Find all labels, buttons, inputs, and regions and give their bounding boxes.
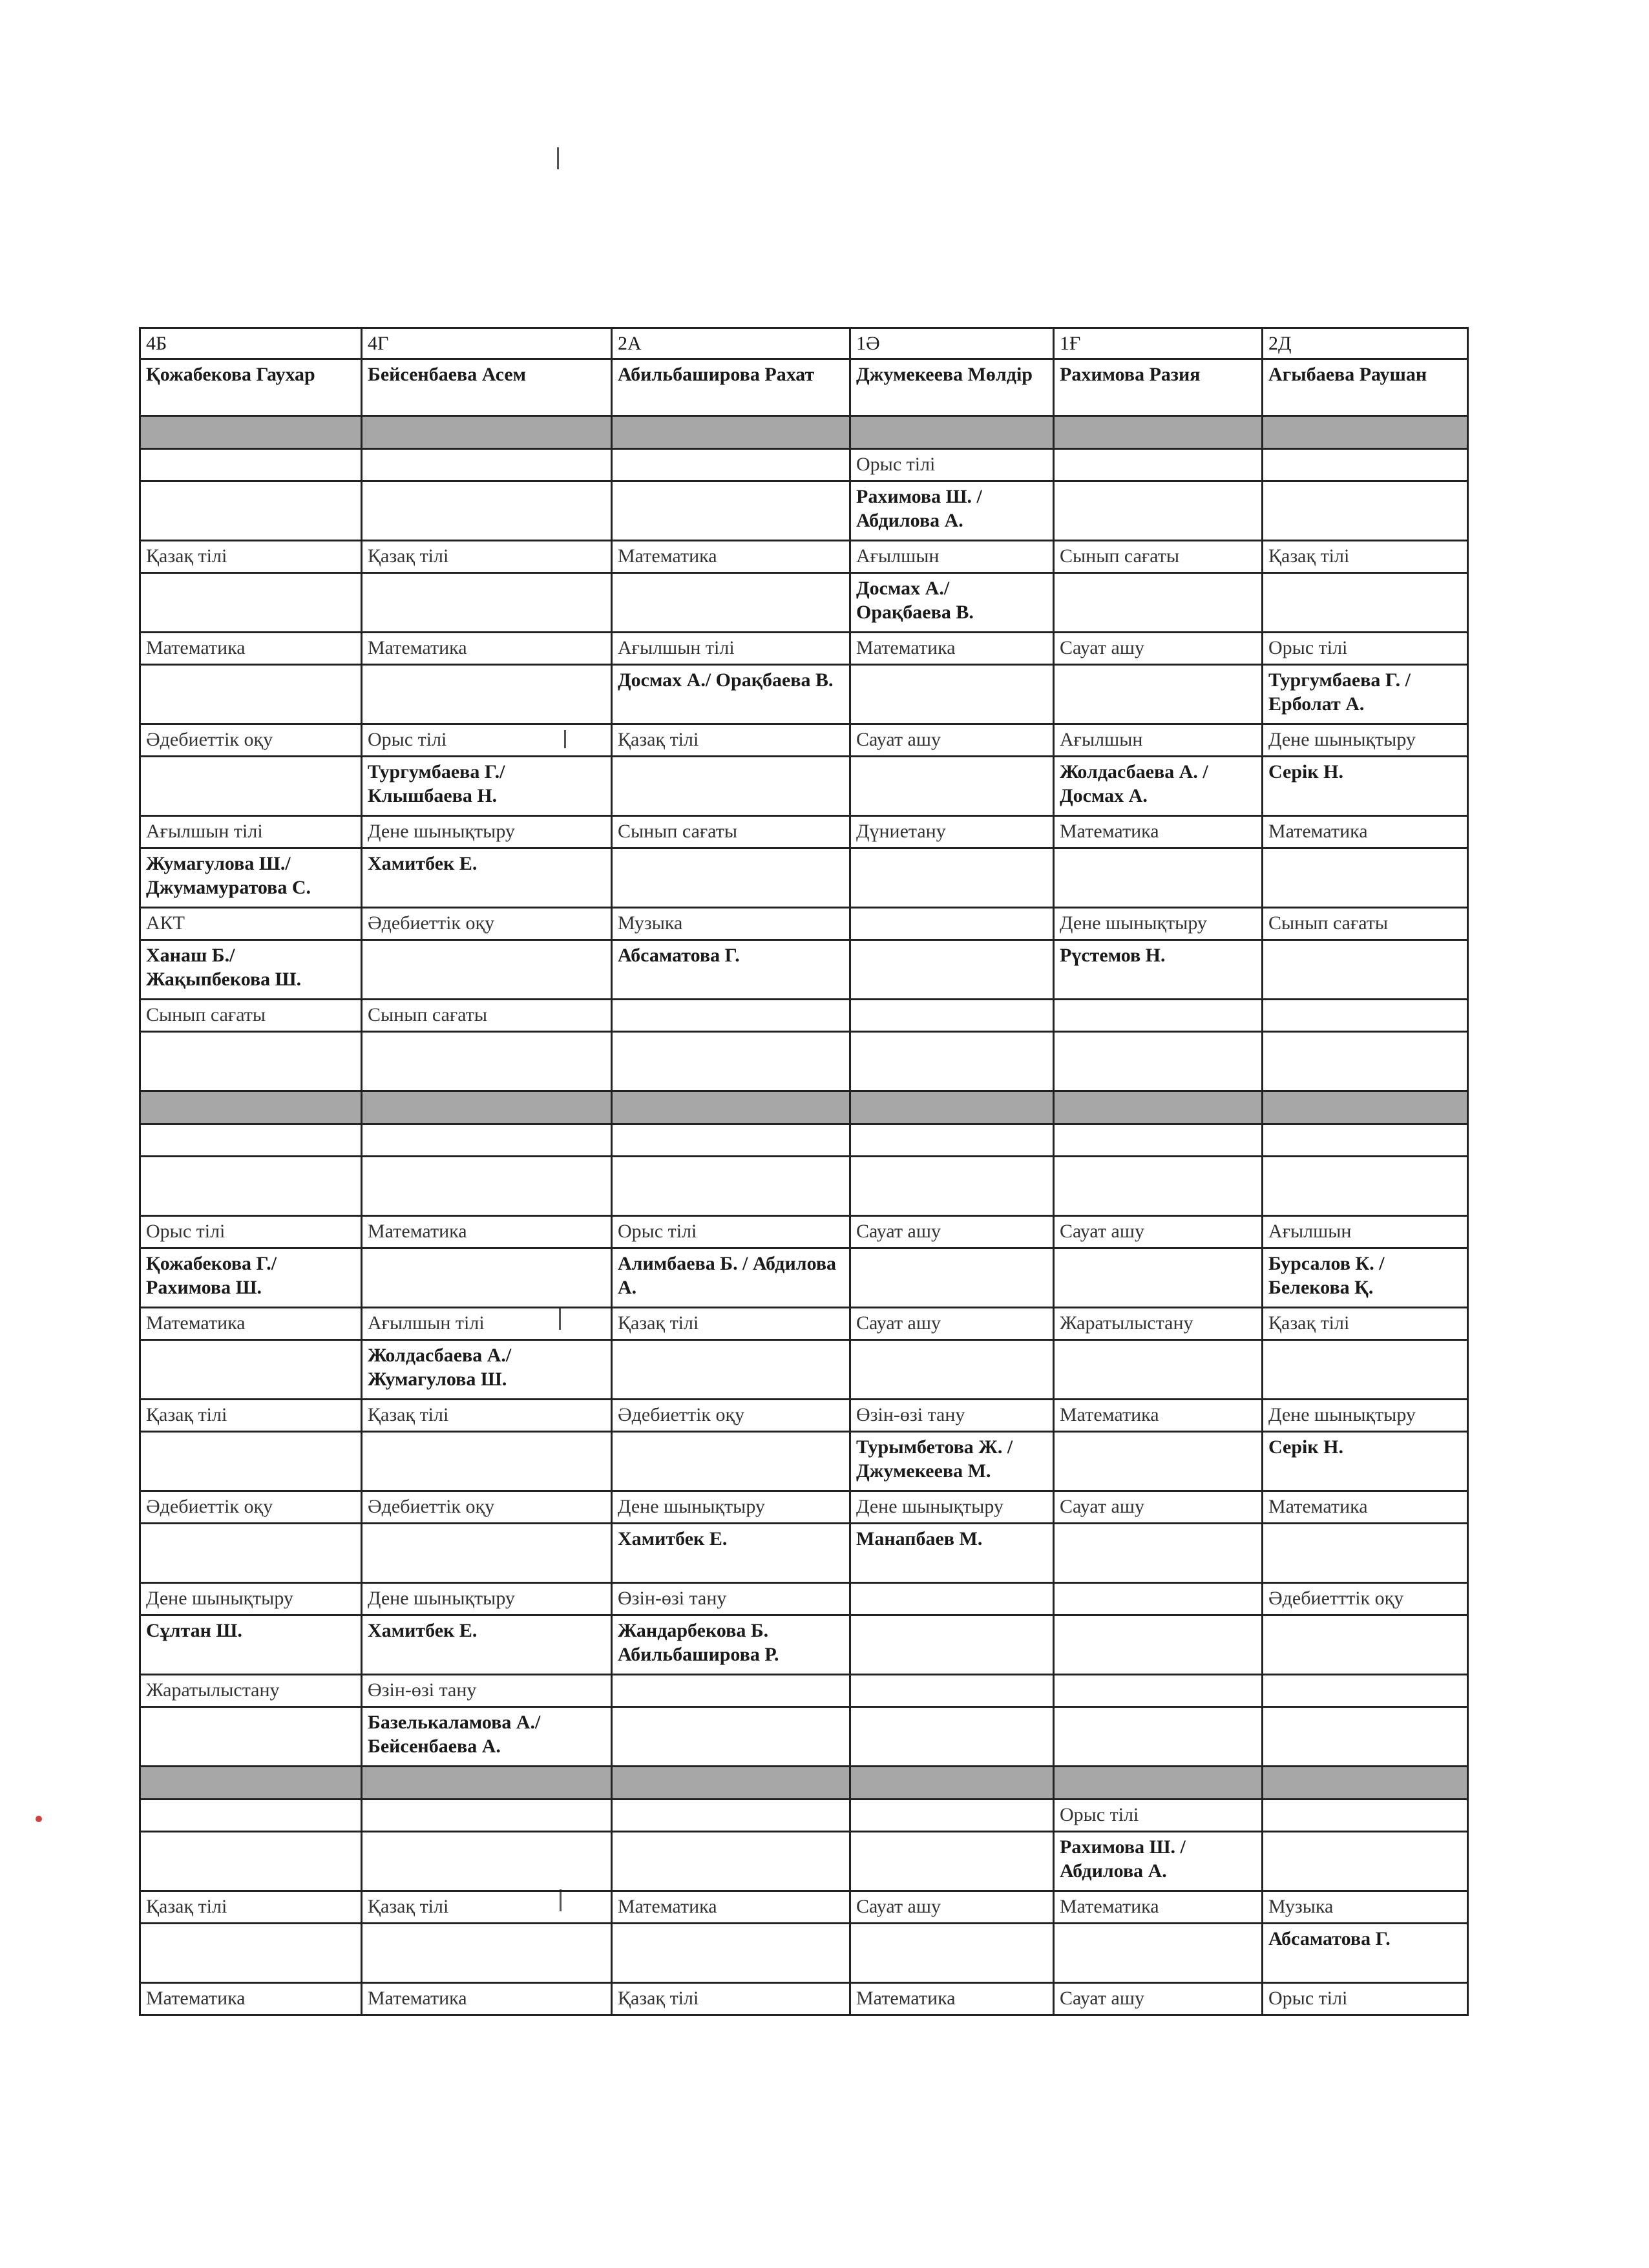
teacher-cell: Алимбаева Б. / Абдилова А. xyxy=(612,1248,850,1308)
class-code-4b: 4Б xyxy=(140,328,362,359)
subject-cell: Орыс тілі xyxy=(362,724,612,757)
class-code-row xyxy=(140,328,1468,359)
teacher-cell xyxy=(1054,1432,1263,1491)
teacher-cell xyxy=(850,940,1054,1000)
teacher-cell xyxy=(362,1432,612,1491)
teacher-cell: Серік Н. xyxy=(1263,1432,1468,1491)
subject-cell: Қазақ тілі xyxy=(362,541,612,573)
subject-cell: Математика xyxy=(362,633,612,665)
subject-cell: Орыс тілі xyxy=(850,449,1054,481)
subject-cell: Сауат ашу xyxy=(1054,1491,1263,1524)
class-teacher: Қожабекова Гаухар xyxy=(140,359,362,416)
day-separator-row xyxy=(140,1091,1468,1124)
subject-cell: Әдебиетттік оқу xyxy=(1263,1583,1468,1615)
subject-row xyxy=(140,724,1468,757)
subject-cell: Ағылшын тілі xyxy=(612,633,850,665)
schedule-table xyxy=(139,327,1469,2016)
teacher-cell xyxy=(612,1032,850,1091)
subject-cell: Қазақ тілі xyxy=(140,541,362,573)
teacher-row xyxy=(140,1615,1468,1675)
teacher-cell xyxy=(1054,573,1263,633)
teacher-cell xyxy=(1054,1924,1263,1983)
subject-row xyxy=(140,1491,1468,1524)
subject-cell xyxy=(612,1124,850,1157)
teacher-cell xyxy=(1263,1707,1468,1767)
subject-cell xyxy=(1263,1675,1468,1707)
teacher-cell xyxy=(362,1832,612,1891)
day-separator-row xyxy=(140,1767,1468,1800)
subject-cell: АКТ xyxy=(140,908,362,940)
teacher-cell xyxy=(140,1157,362,1216)
teacher-cell: Жолдасбаева А./ Жумагулова Ш. xyxy=(362,1340,612,1400)
subject-cell: Сауат ашу xyxy=(1054,1216,1263,1248)
subject-cell: Жаратылыстану xyxy=(1054,1308,1263,1340)
teacher-cell xyxy=(612,1432,850,1491)
subject-cell: Математика xyxy=(362,1216,612,1248)
teacher-cell xyxy=(140,1032,362,1091)
schedule-body xyxy=(140,328,1468,2015)
subject-cell xyxy=(362,1800,612,1832)
teacher-cell: Абсаматова Г. xyxy=(612,940,850,1000)
subject-cell xyxy=(362,1124,612,1157)
subject-row xyxy=(140,1800,1468,1832)
teacher-cell xyxy=(850,1707,1054,1767)
subject-cell: Сынып сағаты xyxy=(612,816,850,848)
teacher-cell xyxy=(140,1832,362,1891)
subject-cell: Орыс тілі xyxy=(612,1216,850,1248)
teacher-cell: Тургумбаева Г./ Клышбаева Н. xyxy=(362,757,612,816)
day-separator-cell xyxy=(1263,416,1468,449)
day-separator-row xyxy=(140,416,1468,449)
day-separator-cell xyxy=(612,1091,850,1124)
class-code-2a: 2А xyxy=(612,328,850,359)
teacher-cell xyxy=(612,1832,850,1891)
subject-cell: Орыс тілі xyxy=(1263,633,1468,665)
day-separator-cell xyxy=(612,1767,850,1800)
teacher-cell xyxy=(362,481,612,541)
teacher-cell xyxy=(362,665,612,724)
subject-cell: Математика xyxy=(850,633,1054,665)
teacher-cell xyxy=(140,757,362,816)
subject-cell xyxy=(140,1124,362,1157)
teacher-cell xyxy=(1263,1615,1468,1675)
teacher-cell xyxy=(850,1157,1054,1216)
teacher-cell xyxy=(1263,1832,1468,1891)
subject-cell: Қазақ тілі xyxy=(362,1400,612,1432)
subject-cell: Математика xyxy=(362,1983,612,2015)
teacher-cell xyxy=(362,1524,612,1583)
subject-cell: Дене шынықтыру xyxy=(1263,1400,1468,1432)
subject-cell: Математика xyxy=(612,1891,850,1924)
subject-cell: Математика xyxy=(140,1983,362,2015)
teacher-cell xyxy=(1054,1340,1263,1400)
subject-cell xyxy=(850,908,1054,940)
teacher-cell xyxy=(1263,940,1468,1000)
teacher-row xyxy=(140,1524,1468,1583)
subject-cell: Өзін-өзі тану xyxy=(362,1675,612,1707)
subject-cell xyxy=(140,449,362,481)
teacher-cell xyxy=(1263,848,1468,908)
subject-cell: Математика xyxy=(1054,1400,1263,1432)
teacher-row xyxy=(140,1924,1468,1983)
teacher-row xyxy=(140,757,1468,816)
teacher-cell xyxy=(1054,481,1263,541)
day-separator-cell xyxy=(850,1091,1054,1124)
subject-row xyxy=(140,1000,1468,1032)
teacher-row xyxy=(140,940,1468,1000)
teacher-cell xyxy=(612,848,850,908)
subject-cell: Әдебиеттік оқу xyxy=(140,1491,362,1524)
teacher-cell xyxy=(850,1248,1054,1308)
subject-cell: Сауат ашу xyxy=(1054,1983,1263,2015)
subject-cell: Сауат ашу xyxy=(850,1308,1054,1340)
subject-cell: Қазақ тілі xyxy=(140,1891,362,1924)
subject-cell: Жаратылыстану xyxy=(140,1675,362,1707)
teacher-cell: Турымбетова Ж. / Джумекеева М. xyxy=(850,1432,1054,1491)
subject-cell: Сауат ашу xyxy=(850,724,1054,757)
subject-cell: Сауат ашу xyxy=(850,1891,1054,1924)
teacher-cell xyxy=(1263,1032,1468,1091)
teacher-cell: Хамитбек Е. xyxy=(362,848,612,908)
class-code-1gh: 1Ғ xyxy=(1054,328,1263,359)
subject-cell: Дене шынықтыру xyxy=(140,1583,362,1615)
teacher-cell xyxy=(140,1707,362,1767)
subject-row xyxy=(140,1583,1468,1615)
subject-cell: Қазақ тілі xyxy=(612,724,850,757)
day-separator-cell xyxy=(1054,1767,1263,1800)
teacher-cell xyxy=(1263,573,1468,633)
day-separator-cell xyxy=(140,1091,362,1124)
teacher-cell xyxy=(362,1032,612,1091)
day-separator-cell xyxy=(1263,1091,1468,1124)
teacher-cell xyxy=(1054,665,1263,724)
subject-cell: Сынып сағаты xyxy=(362,1000,612,1032)
teacher-cell: Рахимова Ш. / Абдилова А. xyxy=(1054,1832,1263,1891)
day-separator-cell xyxy=(850,1767,1054,1800)
class-teacher: Агыбаева Раушан xyxy=(1263,359,1468,416)
teacher-cell xyxy=(850,1032,1054,1091)
teacher-row xyxy=(140,665,1468,724)
teacher-cell: Қожабекова Г./ Рахимова Ш. xyxy=(140,1248,362,1308)
subject-cell: Дене шынықтыру xyxy=(362,1583,612,1615)
teacher-cell: Досмах А./ Орақбаева В. xyxy=(850,573,1054,633)
teacher-cell xyxy=(1263,481,1468,541)
teacher-cell xyxy=(1054,1248,1263,1308)
teacher-row xyxy=(140,1432,1468,1491)
subject-cell: Дене шынықтыру xyxy=(362,816,612,848)
subject-cell xyxy=(850,1124,1054,1157)
teacher-cell xyxy=(362,573,612,633)
day-separator-cell xyxy=(362,1767,612,1800)
teacher-cell xyxy=(850,1340,1054,1400)
day-separator-cell xyxy=(362,1091,612,1124)
teacher-cell xyxy=(1054,1524,1263,1583)
subject-cell: Дене шынықтыру xyxy=(850,1491,1054,1524)
subject-cell xyxy=(1263,449,1468,481)
subject-cell: Қазақ тілі xyxy=(1263,1308,1468,1340)
teacher-cell xyxy=(612,757,850,816)
teacher-cell xyxy=(850,1615,1054,1675)
subject-cell: Өзін-өзі тану xyxy=(850,1400,1054,1432)
subject-cell: Орыс тілі xyxy=(1054,1800,1263,1832)
teacher-cell xyxy=(362,1248,612,1308)
teacher-cell: Тургумбаева Г. / Ерболат А. xyxy=(1263,665,1468,724)
teacher-cell xyxy=(140,665,362,724)
subject-row xyxy=(140,908,1468,940)
teacher-cell: Базелькаламова А./ Бейсенбаева А. xyxy=(362,1707,612,1767)
teacher-cell xyxy=(850,665,1054,724)
subject-cell xyxy=(850,1000,1054,1032)
class-code-4g: 4Г xyxy=(362,328,612,359)
subject-cell: Әдебиеттік оқу xyxy=(612,1400,850,1432)
teacher-row xyxy=(140,1340,1468,1400)
class-teacher: Джумекеева Мөлдір xyxy=(850,359,1054,416)
subject-cell xyxy=(612,1675,850,1707)
subject-cell: Математика xyxy=(850,1983,1054,2015)
class-teacher: Абильбаширова Рахат xyxy=(612,359,850,416)
subject-cell: Сауат ашу xyxy=(850,1216,1054,1248)
teacher-row xyxy=(140,848,1468,908)
subject-row xyxy=(140,1400,1468,1432)
teacher-cell xyxy=(140,1924,362,1983)
teacher-cell xyxy=(1054,1707,1263,1767)
teacher-cell: Жандарбекова Б. Абильбаширова Р. xyxy=(612,1615,850,1675)
subject-cell: Музыка xyxy=(612,908,850,940)
teacher-cell: Рахимова Ш. / Абдилова А. xyxy=(850,481,1054,541)
teacher-cell xyxy=(850,1924,1054,1983)
teacher-cell xyxy=(140,1432,362,1491)
subject-cell: Қазақ тілі xyxy=(1263,541,1468,573)
teacher-row xyxy=(140,1832,1468,1891)
subject-cell: Орыс тілі xyxy=(1263,1983,1468,2015)
teacher-cell xyxy=(140,573,362,633)
teacher-cell xyxy=(140,481,362,541)
teacher-cell: Бурсалов К. / Белекова Қ. xyxy=(1263,1248,1468,1308)
teacher-cell: Сұлтан Ш. xyxy=(140,1615,362,1675)
subject-row xyxy=(140,1308,1468,1340)
day-separator-cell xyxy=(140,1767,362,1800)
class-teacher: Бейсенбаева Асем xyxy=(362,359,612,416)
subject-row xyxy=(140,449,1468,481)
subject-cell: Математика xyxy=(140,633,362,665)
subject-cell xyxy=(1054,1000,1263,1032)
subject-cell xyxy=(612,1000,850,1032)
day-separator-cell xyxy=(850,416,1054,449)
teacher-cell: Абсаматова Г. xyxy=(1263,1924,1468,1983)
subject-row xyxy=(140,1983,1468,2015)
subject-cell: Музыка xyxy=(1263,1891,1468,1924)
teacher-cell xyxy=(1054,1615,1263,1675)
subject-cell: Математика xyxy=(1054,816,1263,848)
subject-cell: Ағылшын xyxy=(1263,1216,1468,1248)
subject-cell: Математика xyxy=(1054,1891,1263,1924)
subject-cell: Әдебиеттік оқу xyxy=(362,1491,612,1524)
teacher-cell xyxy=(612,481,850,541)
teacher-row xyxy=(140,481,1468,541)
teacher-cell xyxy=(612,1340,850,1400)
teacher-cell xyxy=(612,1157,850,1216)
teacher-cell xyxy=(1054,1157,1263,1216)
teacher-cell xyxy=(850,1832,1054,1891)
subject-cell xyxy=(1054,1583,1263,1615)
subject-cell xyxy=(850,1583,1054,1615)
teacher-cell xyxy=(1263,1157,1468,1216)
teacher-cell: Хамитбек Е. xyxy=(362,1615,612,1675)
subject-cell xyxy=(1054,1675,1263,1707)
teacher-cell: Манапбаев М. xyxy=(850,1524,1054,1583)
teacher-cell xyxy=(1054,848,1263,908)
teacher-cell: Жумагулова Ш./ Джумамуратова С. xyxy=(140,848,362,908)
scan-artifact-dot xyxy=(36,1816,42,1822)
subject-row xyxy=(140,1216,1468,1248)
subject-cell: Математика xyxy=(140,1308,362,1340)
teacher-cell: Ханаш Б./ Жақыпбекова Ш. xyxy=(140,940,362,1000)
teacher-row xyxy=(140,1248,1468,1308)
teacher-cell: Досмах А./ Орақбаева В. xyxy=(612,665,850,724)
subject-cell xyxy=(1263,1800,1468,1832)
subject-cell: Математика xyxy=(1263,1491,1468,1524)
subject-cell: Қазақ тілі xyxy=(362,1891,612,1924)
subject-cell: Дүниетану xyxy=(850,816,1054,848)
day-separator-cell xyxy=(1263,1767,1468,1800)
subject-cell: Математика xyxy=(612,541,850,573)
subject-row xyxy=(140,1124,1468,1157)
subject-cell xyxy=(362,449,612,481)
teacher-cell xyxy=(1263,1524,1468,1583)
class-teacher: Рахимова Разия xyxy=(1054,359,1263,416)
day-separator-cell xyxy=(1054,1091,1263,1124)
teacher-cell: Рүстемов Н. xyxy=(1054,940,1263,1000)
subject-row xyxy=(140,1675,1468,1707)
subject-cell: Сынып сағаты xyxy=(140,1000,362,1032)
subject-cell xyxy=(1263,1000,1468,1032)
subject-cell: Ағылшын xyxy=(1054,724,1263,757)
day-separator-cell xyxy=(612,416,850,449)
scan-artifact-mark xyxy=(557,147,559,169)
subject-cell: Қазақ тілі xyxy=(140,1400,362,1432)
day-separator-cell xyxy=(362,416,612,449)
subject-cell: Сынып сағаты xyxy=(1263,908,1468,940)
class-code-2d: 2Д xyxy=(1263,328,1468,359)
subject-cell: Сынып сағаты xyxy=(1054,541,1263,573)
teacher-cell: Жолдасбаева А. / Досмах А. xyxy=(1054,757,1263,816)
teacher-cell xyxy=(362,1924,612,1983)
teacher-cell xyxy=(362,940,612,1000)
subject-cell xyxy=(1054,1124,1263,1157)
subject-cell: Дене шынықтыру xyxy=(1263,724,1468,757)
subject-cell xyxy=(850,1675,1054,1707)
teacher-cell xyxy=(1054,1032,1263,1091)
day-separator-cell xyxy=(1054,416,1263,449)
teacher-cell xyxy=(850,848,1054,908)
subject-cell: Өзін-өзі тану xyxy=(612,1583,850,1615)
subject-cell xyxy=(612,1800,850,1832)
teacher-cell xyxy=(140,1340,362,1400)
subject-cell: Әдебиеттік оқу xyxy=(362,908,612,940)
subject-cell xyxy=(850,1800,1054,1832)
subject-cell: Қазақ тілі xyxy=(612,1308,850,1340)
class-teacher-row xyxy=(140,359,1468,416)
subject-cell: Математика xyxy=(1263,816,1468,848)
teacher-row xyxy=(140,1707,1468,1767)
subject-cell: Ағылшын тілі xyxy=(362,1308,612,1340)
subject-cell xyxy=(140,1800,362,1832)
day-separator-cell xyxy=(140,416,362,449)
class-code-1ae: 1Ә xyxy=(850,328,1054,359)
subject-cell: Сауат ашу xyxy=(1054,633,1263,665)
subject-row xyxy=(140,1891,1468,1924)
subject-cell xyxy=(612,449,850,481)
teacher-cell xyxy=(140,1524,362,1583)
teacher-cell xyxy=(850,757,1054,816)
subject-cell: Қазақ тілі xyxy=(612,1983,850,2015)
teacher-row xyxy=(140,1032,1468,1091)
teacher-cell xyxy=(612,1924,850,1983)
teacher-cell xyxy=(362,1157,612,1216)
subject-cell: Дене шынықтыру xyxy=(1054,908,1263,940)
teacher-row xyxy=(140,573,1468,633)
teacher-cell xyxy=(1263,1340,1468,1400)
subject-cell: Ағылшын xyxy=(850,541,1054,573)
subject-cell: Дене шынықтыру xyxy=(612,1491,850,1524)
subject-cell: Әдебиеттік оқу xyxy=(140,724,362,757)
teacher-cell: Хамитбек Е. xyxy=(612,1524,850,1583)
subject-cell: Орыс тілі xyxy=(140,1216,362,1248)
teacher-cell xyxy=(612,1707,850,1767)
teacher-cell: Серік Н. xyxy=(1263,757,1468,816)
subject-row xyxy=(140,633,1468,665)
subject-cell: Ағылшын тілі xyxy=(140,816,362,848)
subject-cell xyxy=(1263,1124,1468,1157)
subject-row xyxy=(140,541,1468,573)
teacher-cell xyxy=(612,573,850,633)
subject-row xyxy=(140,816,1468,848)
subject-cell xyxy=(1054,449,1263,481)
teacher-row xyxy=(140,1157,1468,1216)
